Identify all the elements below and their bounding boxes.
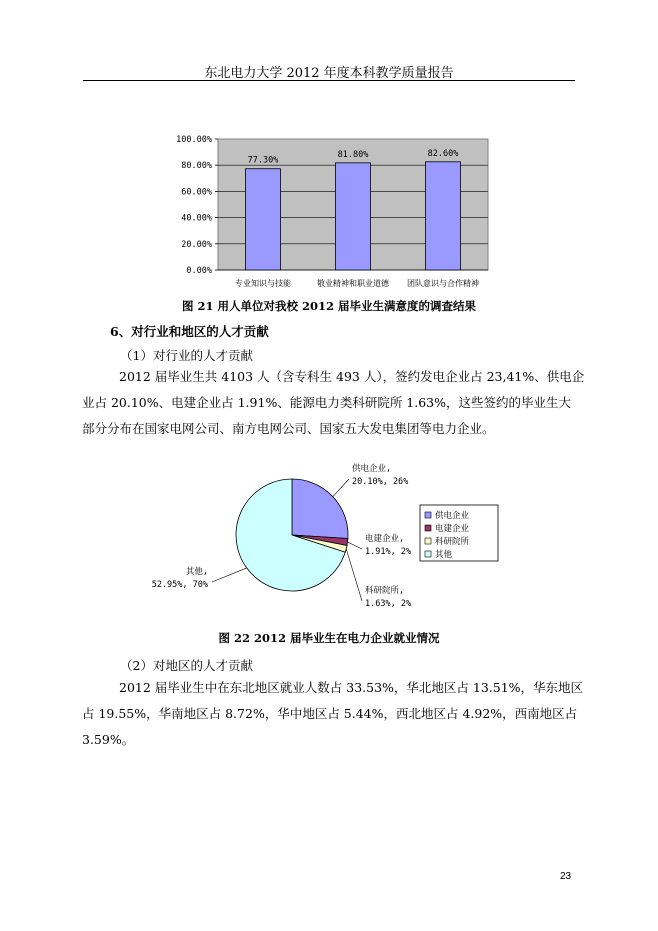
x-category-label: 敬业精神和职业道德 <box>317 279 389 288</box>
slice-label-name: 电建企业, <box>365 534 405 544</box>
legend-label: 科研院所 <box>435 537 470 547</box>
leader-line <box>348 542 362 549</box>
paragraph-line: 业占 20.10%、电建企业占 1.91%、能源电力类科研院所 1.63%，这些签约的毕业生大 <box>82 395 572 410</box>
bar-value-label: 81.80% <box>337 149 369 160</box>
slice-label-value: 1.91%, 2% <box>365 547 412 557</box>
bar-value-label: 77.30% <box>247 155 279 166</box>
bar <box>246 169 281 270</box>
slice-label-value: 20.10%, 26% <box>352 477 409 487</box>
page-number: 23 <box>560 871 572 882</box>
x-category-label: 专业知识与技能 <box>235 279 291 288</box>
leader-line <box>333 479 349 497</box>
page-header-title: 东北电力大学 2012 年度本科教学质量报告 <box>204 66 454 81</box>
bar <box>336 163 371 270</box>
legend-swatch <box>425 512 431 518</box>
paragraph-line: 部分分布在国家电网公司、南方电网公司、国家五大发电集团等电力企业。 <box>82 421 495 436</box>
pie-slice <box>292 479 348 539</box>
legend-label: 其他 <box>435 550 453 560</box>
paragraph-region <box>82 675 584 753</box>
y-tick-label: 0.00% <box>186 266 212 276</box>
figure-21-caption: 图 21 用人单位对我校 2012 届毕业生满意度的调查结果 <box>181 299 477 313</box>
leader-line <box>212 568 247 582</box>
subsection-1-title: （1）对行业的人才贡献 <box>120 348 253 363</box>
bar <box>426 162 461 270</box>
legend-swatch <box>425 525 431 531</box>
y-tick-label: 40.00% <box>181 213 212 224</box>
pie-legend <box>420 505 498 561</box>
legend-label: 供电企业 <box>435 511 470 521</box>
y-tick-label: 20.00% <box>181 239 212 250</box>
pie-chart <box>151 455 510 620</box>
bar-chart <box>172 134 492 298</box>
legend-swatch <box>425 538 431 544</box>
y-tick-label: 80.00% <box>181 161 212 172</box>
slice-label-name: 科研院所, <box>365 586 405 596</box>
paragraph-industry <box>82 364 585 442</box>
paragraph-line: 3.59%。 <box>82 732 135 747</box>
legend-swatch <box>425 551 431 557</box>
y-tick-label: 60.00% <box>181 187 212 198</box>
paragraph-line: 2012 届毕业生共 4103 人（含专科生 493 人），签约发电企业占 23,41%、供电企 <box>119 369 585 384</box>
x-category-label: 团队意识与合作精神 <box>407 279 479 288</box>
bar-value-label: 82.60% <box>427 148 459 159</box>
paragraph-line: 占 19.55%，华南地区占 8.72%，华中地区占 5.44%，西北地区占 4.92%，西南地区占 <box>82 706 578 721</box>
legend-label: 电建企业 <box>435 524 470 534</box>
y-tick-label: 100.00% <box>176 135 212 145</box>
leader-line <box>346 549 362 601</box>
paragraph-line: 2012 届毕业生中在东北地区就业人数占 33.53%，华北地区占 13.51%，华东地区 <box>119 680 584 695</box>
slice-label-value: 1.63%, 2% <box>365 599 412 609</box>
slice-label-name: 供电企业, <box>352 464 392 474</box>
figure-22-caption: 图 22 2012 届毕业生在电力企业就业情况 <box>218 631 440 645</box>
section-heading: 6、对行业和地区的人才贡献 <box>110 324 269 339</box>
header-rule <box>83 80 575 81</box>
slice-label-value: 52.95%, 70% <box>151 580 208 590</box>
subsection-2-title: （2）对地区的人才贡献 <box>120 658 253 673</box>
slice-label-name: 其他, <box>185 567 208 577</box>
